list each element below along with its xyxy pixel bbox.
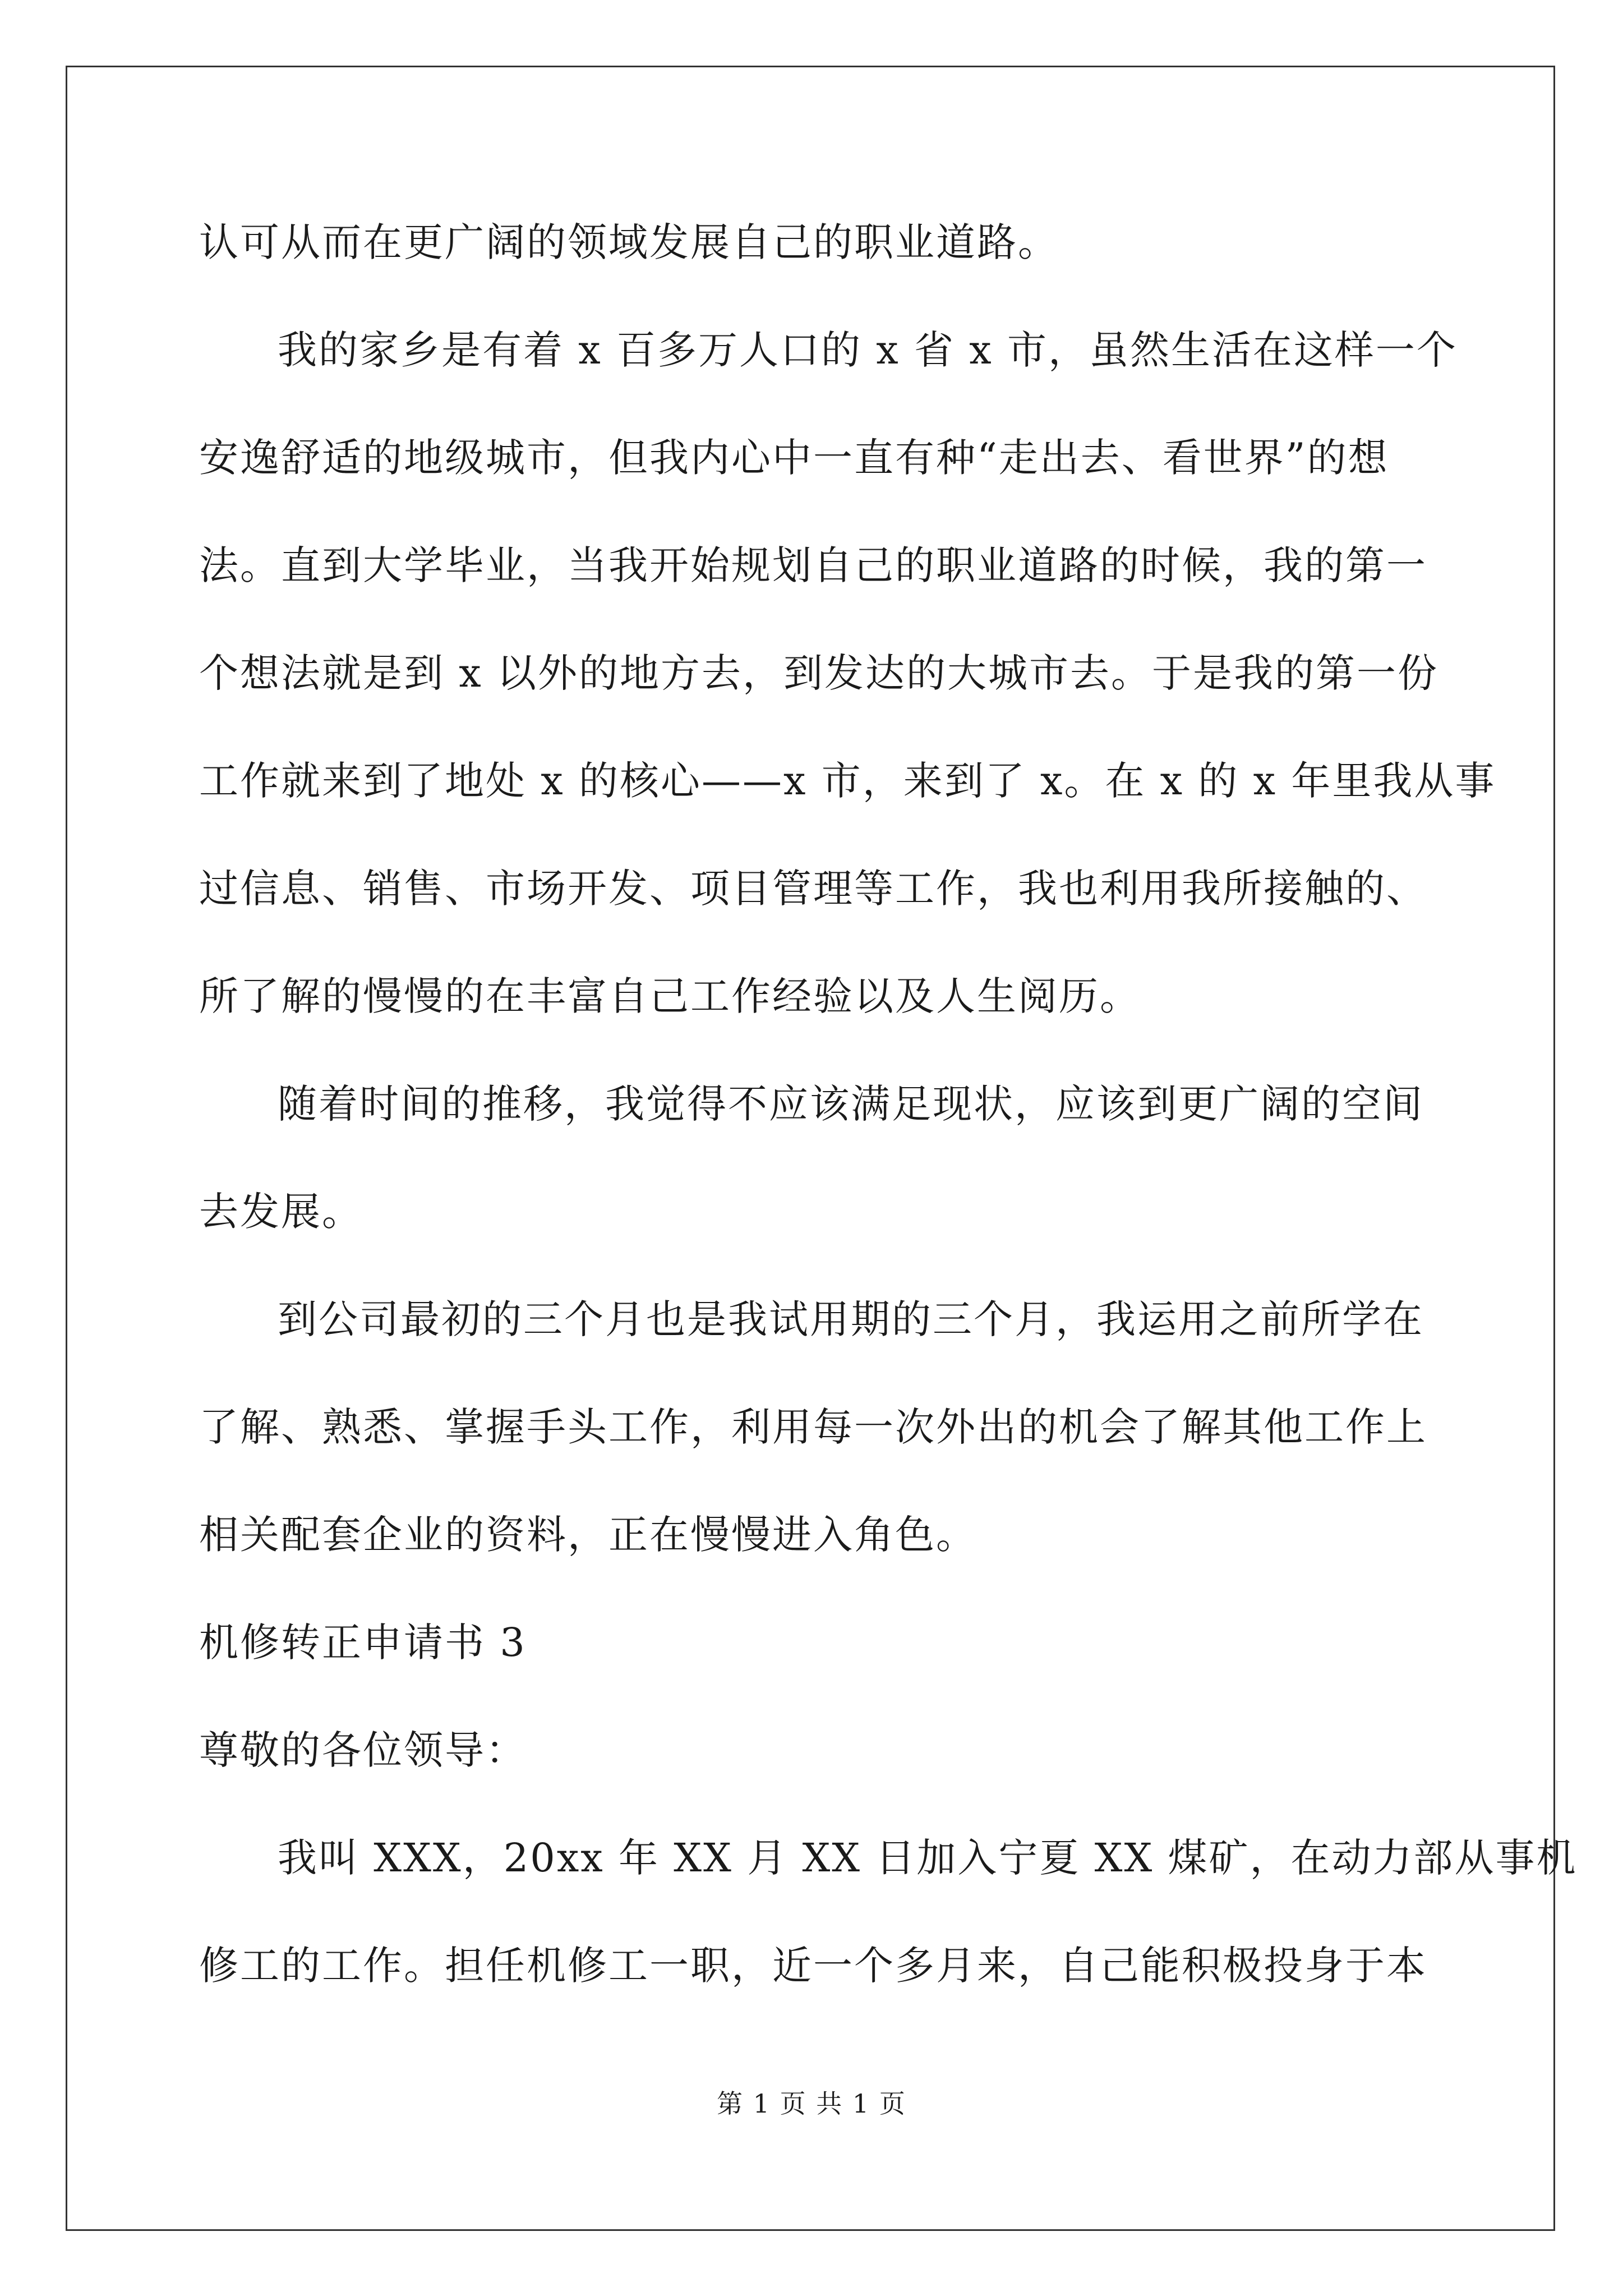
text-line: 过信息、销售、市场开发、项目管理等工作，我也利用我所接触的、 (199, 866, 1427, 912)
document-body (199, 209, 1578, 2040)
text-line: 随着时间的推移，我觉得不应该满足现状，应该到更广阔的空间 (278, 1081, 1424, 1127)
text-line: 认可从而在更广阔的领域发展自己的职业道路。 (199, 219, 1059, 265)
text-line: 安逸舒适的地级城市，但我内心中一直有种“走出去、看世界”的想 (199, 435, 1389, 481)
text-line: 我的家乡是有着 x 百多万人口的 x 省 x 市，虽然生活在这样一个 (278, 327, 1458, 373)
text-line: 修工的工作。担任机修工一职，近一个多月来，自己能积极投身于本 (199, 1943, 1427, 1989)
text-line: 个想法就是到 x 以外的地方去，到发达的大城市去。于是我的第一份 (199, 650, 1438, 696)
text-line: 去发展。 (199, 1189, 363, 1235)
salutation: 尊敬的各位领导： (199, 1727, 527, 1773)
section-title: 机修转正申请书 3 (199, 1619, 527, 1665)
page-number: 第 1 页 共 1 页 (717, 2088, 906, 2119)
text-line: 工作就来到了地处 x 的核心——x 市，来到了 x。在 x 的 x 年里我从事 (199, 758, 1496, 804)
text-line: 相关配套企业的资料，正在慢慢进入角色。 (199, 1512, 977, 1558)
text-line: 我叫 XXX，20xx 年 XX 月 XX 日加入宁夏 XX 煤矿，在动力部从事机 (278, 1835, 1578, 1881)
text-line: 到公司最初的三个月也是我试用期的三个月，我运用之前所学在 (278, 1296, 1424, 1342)
text-line: 所了解的慢慢的在丰富自己工作经验以及人生阅历。 (199, 973, 1141, 1019)
text-line: 了解、熟悉、掌握手头工作，利用每一次外出的机会了解其他工作上 (199, 1404, 1427, 1450)
text-line: 法。直到大学毕业，当我开始规划自己的职业道路的时候，我的第一 (199, 542, 1427, 588)
